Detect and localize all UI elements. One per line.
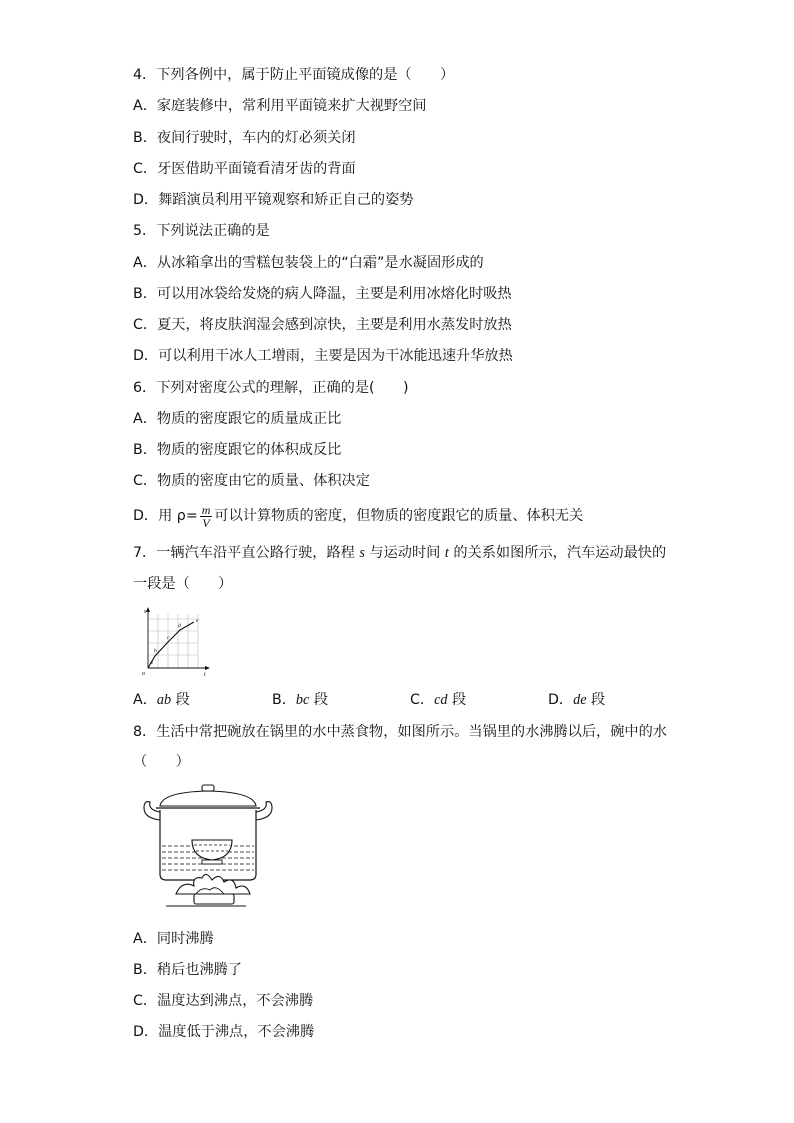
q6-option-d-prefix: D．用 ρ= [133,508,198,524]
q7-stem-line1 [133,543,666,563]
q7-option-c-letter: C． [410,692,435,708]
q7-stem-text-2: 与运动时间 [364,545,445,561]
pot-illustration [136,782,286,912]
point-label-d: d [178,623,181,629]
q7-option-a [133,690,190,710]
q6-option-d [133,503,583,529]
q5-option-d: D．可以利用干冰人工增雨，主要是因为干冰能迅速升华放热 [133,348,513,364]
q7-option-b [272,690,328,710]
y-axis-arrow [146,607,150,612]
q7-option-c-var: cd [434,692,448,708]
q4-option-c: C．牙医借助平面镜看清牙齿的背面 [133,161,356,177]
q7-var-s: s [359,545,365,561]
origin-label: o [142,671,145,677]
q8-option-b: B．稍后也沸腾了 [133,962,243,978]
q7-option-a-suffix: 段 [171,692,190,708]
q8-stem-line1: 8．生活中常把碗放在锅里的水中蒸食物，如图所示。当锅里的水沸腾以后，碗中的水 [133,724,667,740]
q4-option-d: D．舞蹈演员利用平镜观察和矫正自己的姿势 [133,192,414,208]
q7-var-t: t [444,545,449,561]
q4-option-b: B．夜间行驶时，车内的灯必须关闭 [133,130,356,146]
fraction-numerator: m [201,502,211,517]
q8-option-c: C．温度达到沸点，不会沸腾 [133,993,314,1009]
point-label-a: a [150,660,153,666]
s-t-graph [138,606,214,678]
q7-option-c-suffix: 段 [447,692,467,708]
lid-knob [202,785,214,791]
left-handle [144,802,160,820]
fraction-denominator: V [202,515,210,530]
pot-lid [160,791,256,806]
x-axis-arrow [205,666,210,670]
q7-option-a-letter: A． [133,692,157,708]
q8-option-a: A．同时沸腾 [133,931,214,947]
point-label-e: e [196,618,199,624]
q6-option-b: B．物质的密度跟它的体积成反比 [133,442,342,458]
q7-stem-text-1: 7．一辆汽车沿平直公路行驶，路程 [133,545,360,561]
x-axis-label: t [204,672,206,678]
point-label-c: c [167,635,170,641]
q7-stem-line2: 一段是（ ） [133,576,233,592]
y-axis-label: s [144,609,147,615]
q7-option-d [548,690,605,710]
q4-option-a: A．家庭装修中，常利用平面镜来扩大视野空间 [133,98,427,114]
q6-option-a: A．物质的密度跟它的质量成正比 [133,411,342,427]
q8-stem-line2: （ ） [133,754,190,770]
q6-option-c: C．物质的密度由它的质量、体积决定 [133,473,370,489]
density-formula-fraction [200,504,213,529]
q4-stem: 4．下列各例中，属于防止平面镜成像的是（ ） [133,67,455,83]
burner [194,894,234,904]
q7-option-b-suffix: 段 [309,692,329,708]
q7-stem-text-3: 的关系如图所示，汽车运动最快的 [448,545,667,561]
s-t-curve [148,622,194,668]
q8-option-d: D．温度低于沸点，不会沸腾 [133,1024,315,1040]
q5-stem: 5．下列说法正确的是 [133,223,270,239]
q7-option-d-suffix: 段 [586,692,606,708]
q7-option-a-var: ab [156,692,172,708]
q7-option-b-letter: B． [272,692,296,708]
right-handle [256,802,272,820]
q7-option-c [410,690,466,710]
q5-option-c: C．夏天，将皮肤润湿会感到凉快，主要是利用水蒸发时放热 [133,317,512,333]
bowl-base [202,860,222,864]
q6-stem: 6．下列对密度公式的理解，正确的是( ) [133,380,409,396]
graph-grid [148,614,198,668]
q7-option-d-letter: D． [548,692,574,708]
q5-option-b: B．可以用冰袋给发烧的病人降温，主要是利用冰熔化时吸热 [133,286,512,302]
q5-option-a: A．从冰箱拿出的雪糕包装袋上的“白霜”是水凝固形成的 [133,255,484,271]
q7-option-b-var: bc [295,692,310,708]
q7-option-d-var: de [573,692,587,708]
q6-option-d-suffix: 可以计算物质的密度，但物质的密度跟它的质量、体积无关 [214,508,584,524]
point-label-b: b [154,648,157,654]
